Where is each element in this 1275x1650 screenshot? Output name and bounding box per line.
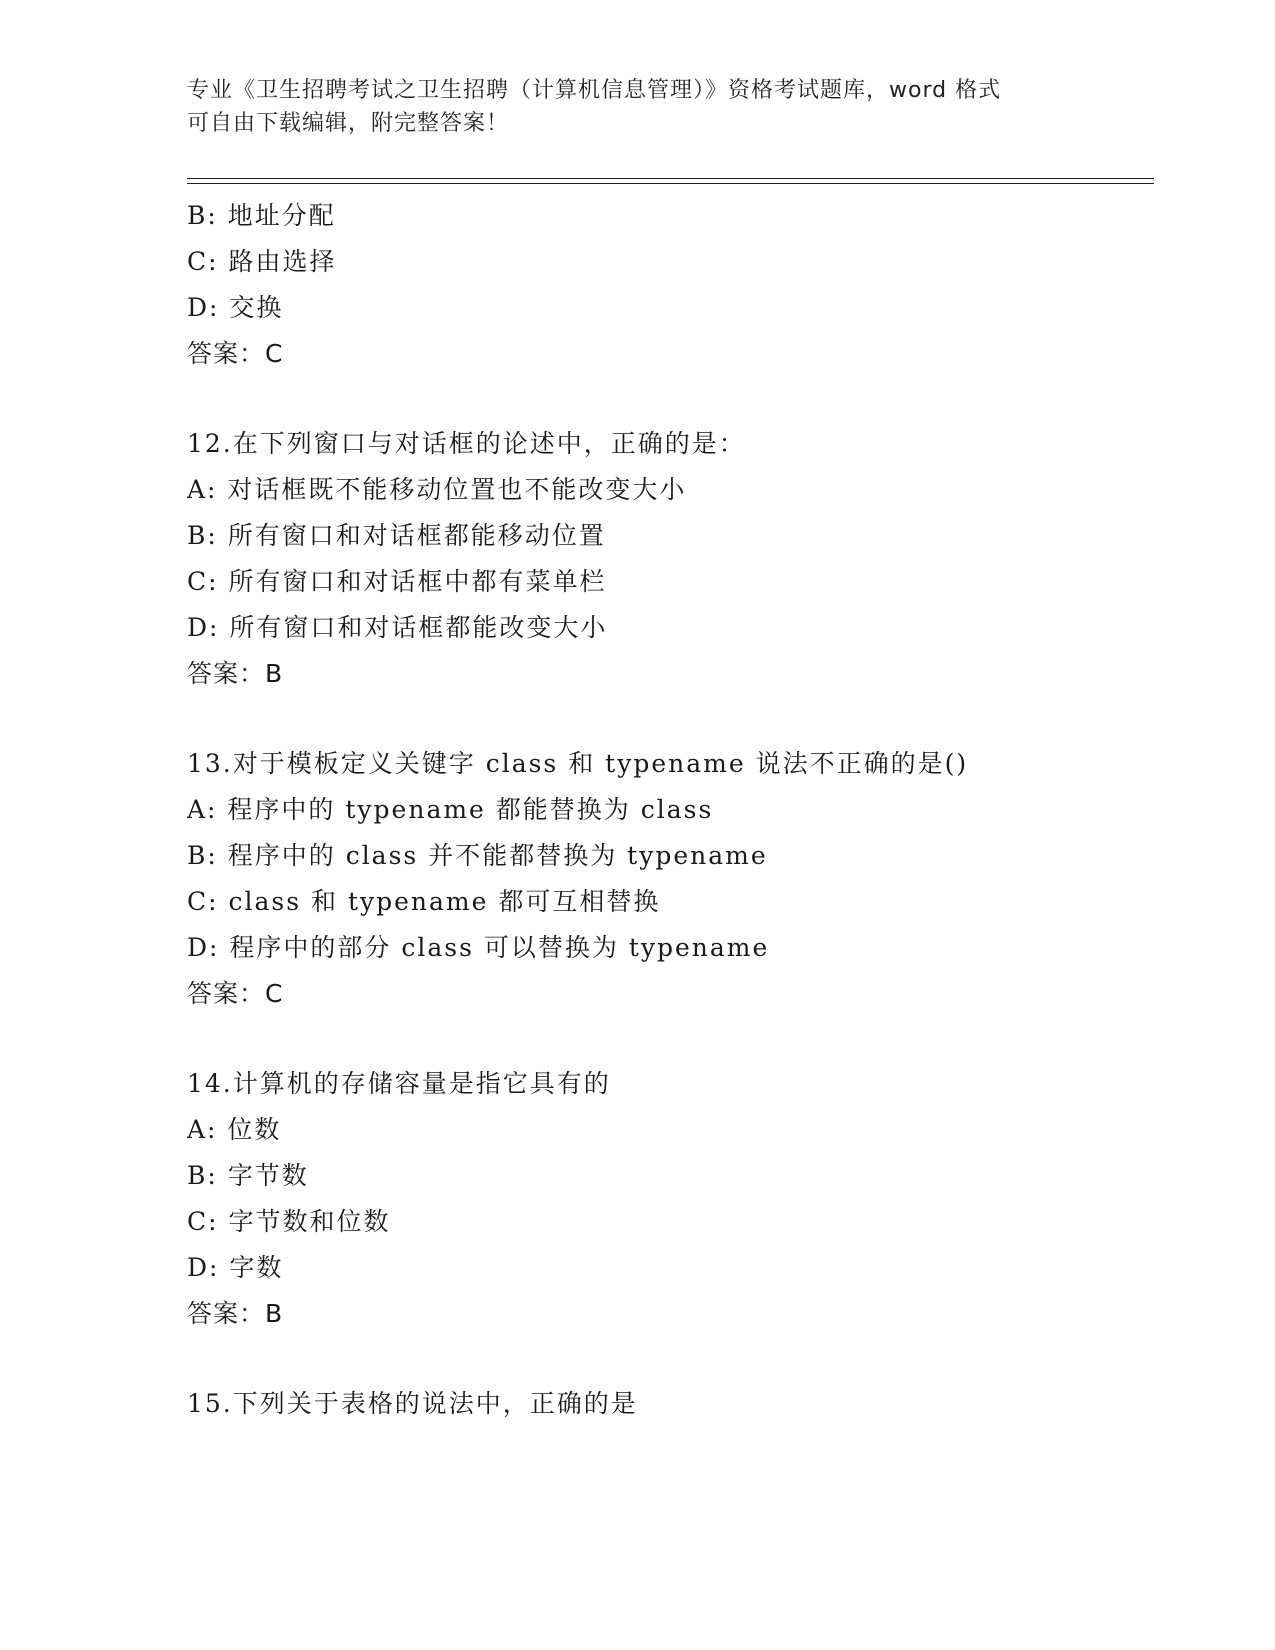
question-block [187, 193, 1154, 377]
question-block [187, 421, 1154, 697]
answer: 答案：B [187, 1299, 284, 1328]
answer: 答案：C [187, 979, 284, 1008]
question-block [187, 741, 1154, 1017]
question-stem: 13.对于模板定义关键字 class 和 typename 说法不正确的是() [187, 749, 969, 778]
answer: 答案：B [187, 659, 284, 688]
question-stem: 14.计算机的存储容量是指它具有的 [187, 1069, 611, 1098]
answer: 答案：C [187, 339, 284, 368]
option-d: D: 字数 [187, 1253, 284, 1282]
header-line-2: 可自由下载编辑，附完整答案！ [187, 111, 510, 136]
option-c: C: class 和 typename 都可互相替换 [187, 887, 661, 916]
option-c: C: 字节数和位数 [187, 1207, 391, 1236]
option-b: B: 地址分配 [187, 201, 336, 230]
header-divider-bottom [187, 183, 1154, 184]
question-block [187, 1061, 1154, 1337]
option-d: D: 程序中的部分 class 可以替换为 typename [187, 933, 770, 962]
question-stem: 12.在下列窗口与对话框的论述中，正确的是： [187, 429, 746, 458]
option-b: B: 程序中的 class 并不能都替换为 typename [187, 841, 768, 870]
option-b: B: 字节数 [187, 1161, 309, 1190]
document-header [187, 74, 1087, 140]
header-divider-top [187, 178, 1154, 179]
option-d: D: 所有窗口和对话框都能改变大小 [187, 613, 608, 642]
option-a: A: 位数 [187, 1115, 282, 1144]
option-a: A: 程序中的 typename 都能替换为 class [187, 795, 714, 824]
option-c: C: 所有窗口和对话框中都有菜单栏 [187, 567, 607, 596]
question-stem: 15.下列关于表格的说法中，正确的是 [187, 1389, 638, 1418]
header-line-1: 专业《卫生招聘考试之卫生招聘（计算机信息管理）》资格考试题库，word 格式 [187, 78, 1002, 103]
question-list [187, 193, 1154, 1427]
question-block [187, 1381, 1154, 1427]
option-c: C: 路由选择 [187, 247, 337, 276]
option-a: A: 对话框既不能移动位置也不能改变大小 [187, 475, 687, 504]
option-d: D: 交换 [187, 293, 284, 322]
option-b: B: 所有窗口和对话框都能移动位置 [187, 521, 606, 550]
